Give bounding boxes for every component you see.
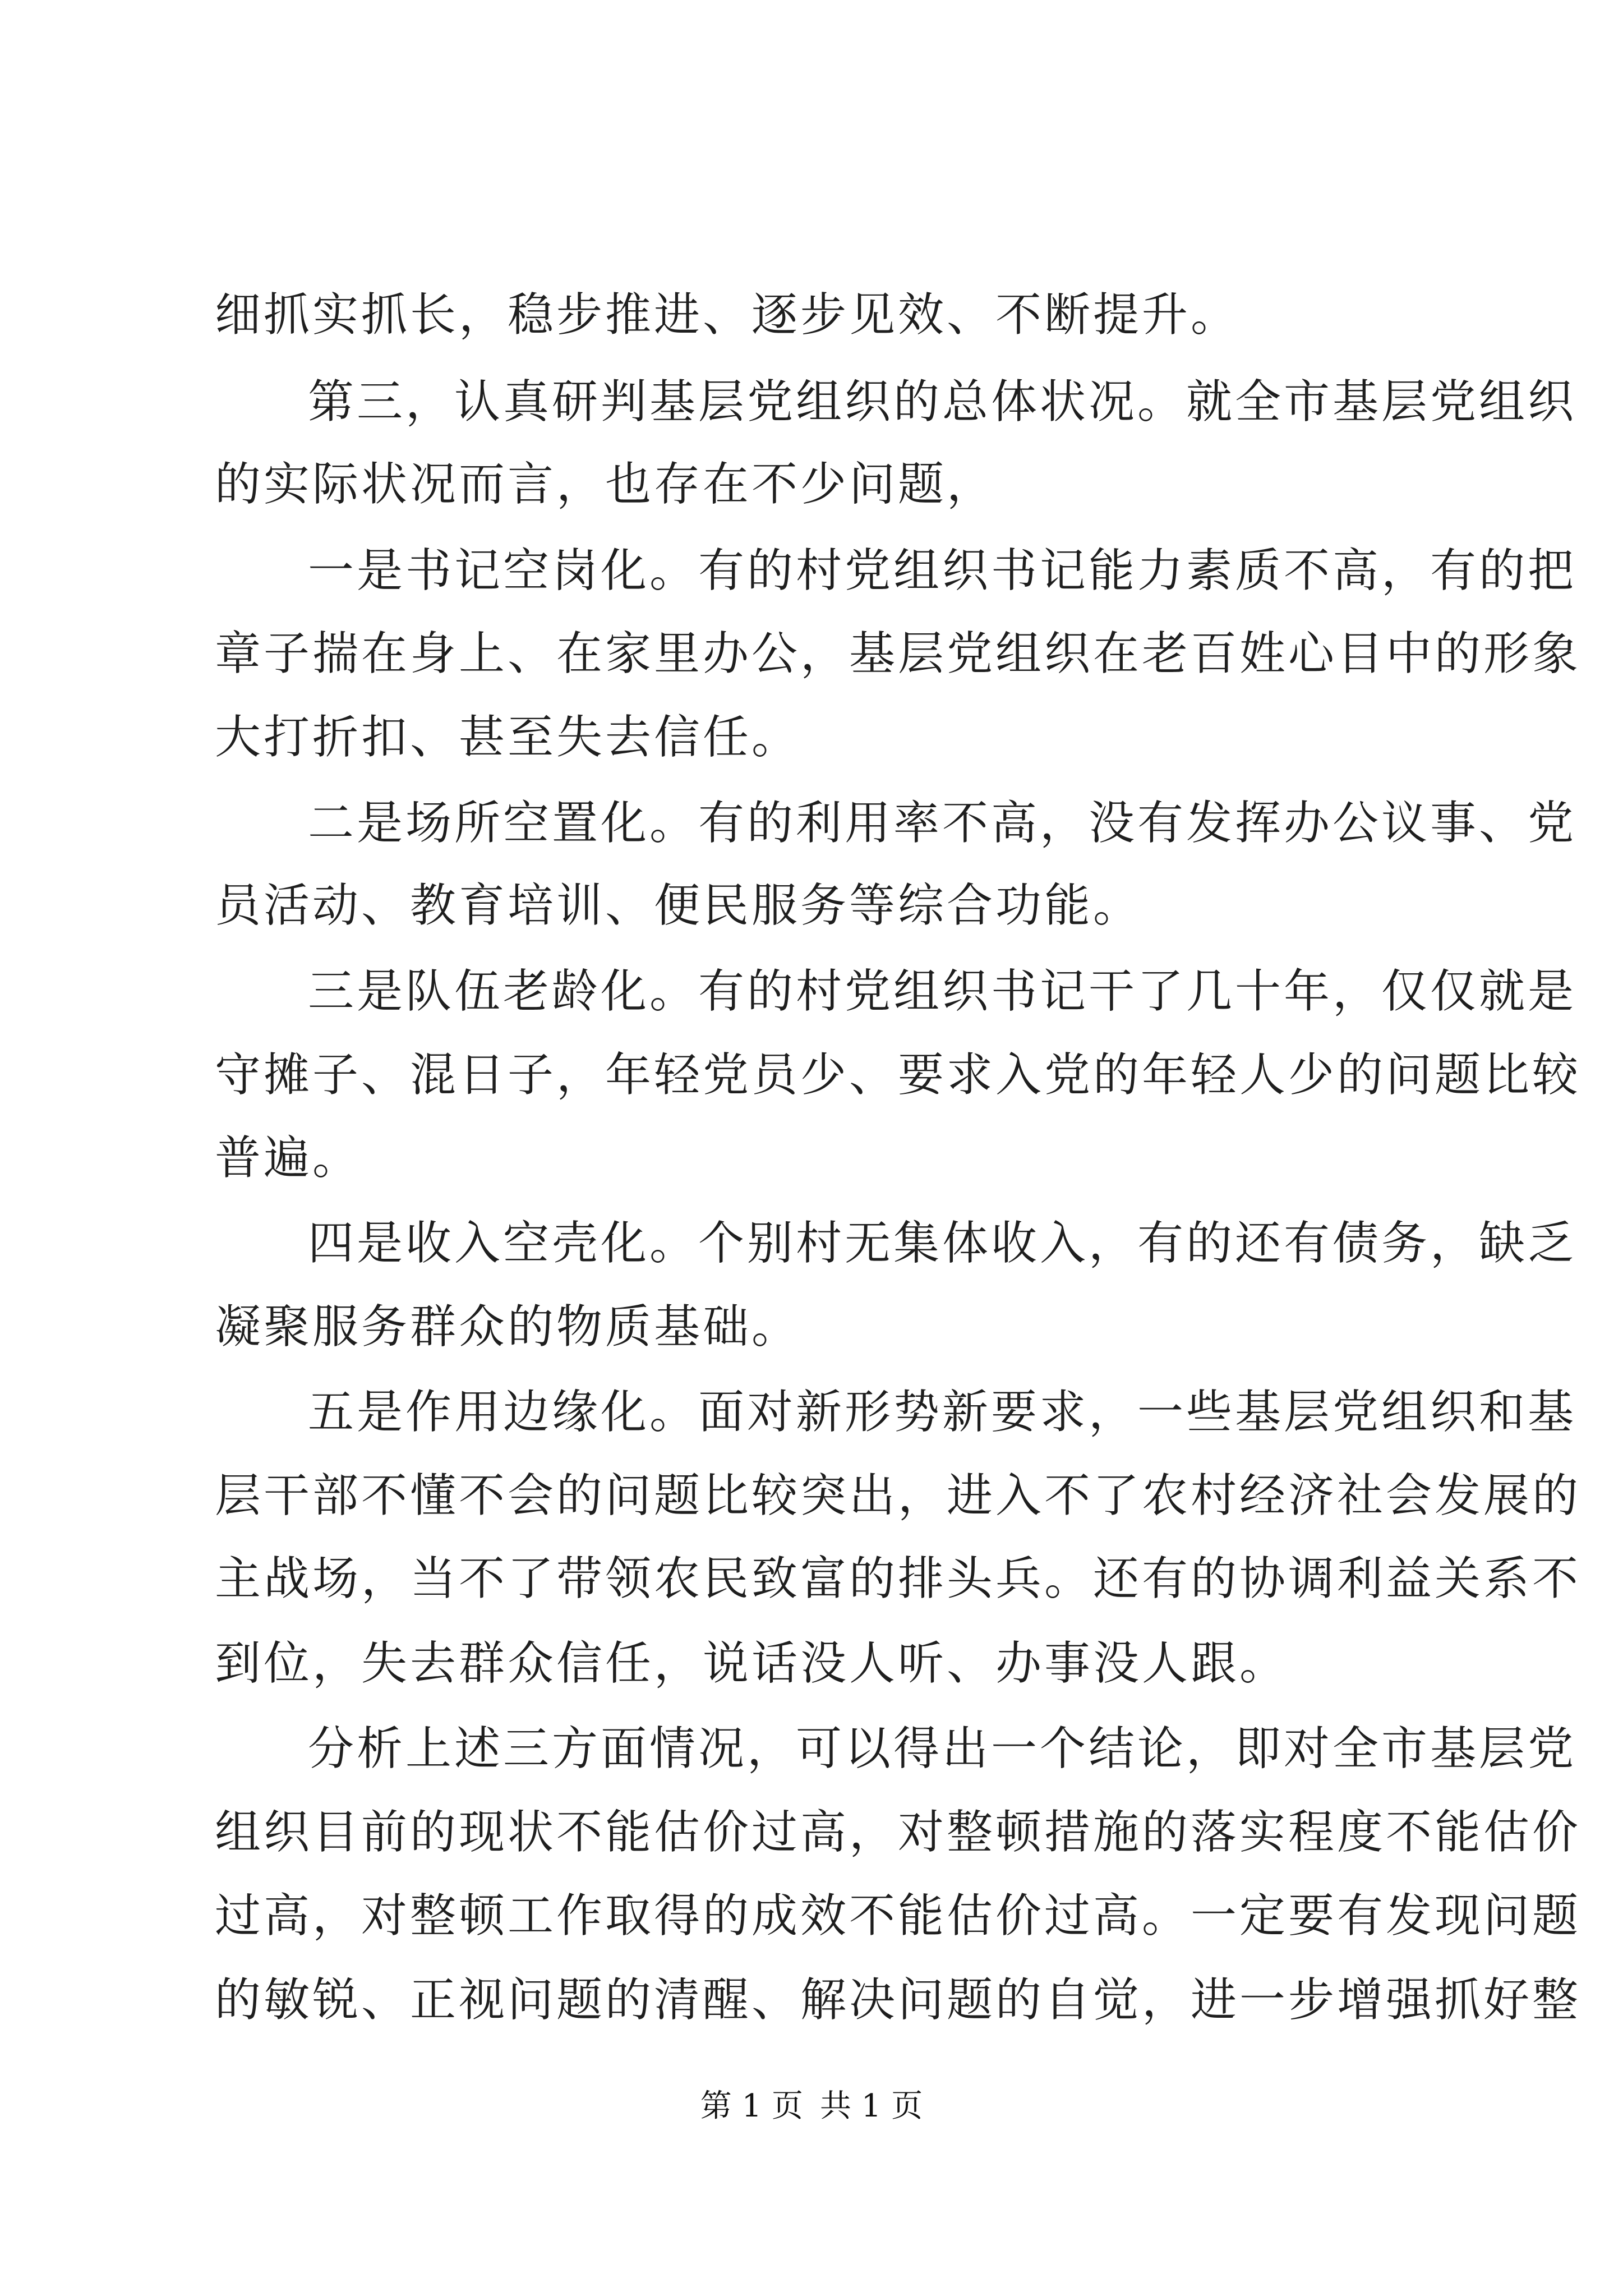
text-line: 的实际状况而言，也存在不少问题， [215, 458, 996, 511]
paragraph-start-line: 第三，认真研判基层党组织的总体状况。就全市基层党组织 [308, 375, 1577, 429]
text-line: 主战场，当不了带领农民致富的排头兵。还有的协调利益关系不 [215, 1552, 1581, 1605]
text-line: 章子揣在身上、在家里办公，基层党组织在老百姓心目中的形象 [215, 627, 1581, 680]
page-number: 第 1 页 [700, 2088, 803, 2124]
page-footer [0, 2088, 1623, 2124]
paragraph-start-line: 分析上述三方面情况，可以得出一个结论，即对全市基层党 [308, 1722, 1577, 1775]
text-line: 员活动、教育培训、便民服务等综合功能。 [215, 879, 1142, 932]
page-total: 共 1 页 [820, 2088, 923, 2124]
paragraph-start-line: 一是书记空岗化。有的村党组织书记能力素质不高，有的把 [308, 544, 1577, 597]
paragraph-start-line: 二是场所空置化。有的利用率不高，没有发挥办公议事、党 [308, 797, 1577, 850]
text-line: 大打折扣、甚至失去信任。 [215, 711, 801, 764]
text-line: 普遍。 [215, 1131, 362, 1185]
paragraph-start-line: 五是作用边缘化。面对新形势新要求，一些基层党组织和基 [308, 1386, 1577, 1439]
text-line: 层干部不懂不会的问题比较突出，进入不了农村经济社会发展的 [215, 1469, 1581, 1522]
text-line: 组织目前的现状不能估价过高，对整顿措施的落实程度不能估价 [215, 1806, 1581, 1859]
text-line: 的敏锐、正视问题的清醒、解决问题的自觉，进一步增强抓好整 [215, 1973, 1581, 2027]
text-line: 过高，对整顿工作取得的成效不能估价过高。一定要有发现问题 [215, 1889, 1581, 1943]
paragraph-start-line: 四是收入空壳化。个别村无集体收入，有的还有债务，缺乏 [308, 1217, 1577, 1270]
text-line: 细抓实抓长，稳步推进、逐步见效、不断提升。 [215, 288, 1240, 342]
text-line: 凝聚服务群众的物质基础。 [215, 1300, 801, 1354]
text-line: 到位，失去群众信任，说话没人听、办事没人跟。 [215, 1637, 1289, 1690]
paragraph-start-line: 三是队伍老龄化。有的村党组织书记干了几十年，仅仅就是 [308, 965, 1577, 1018]
text-line: 守摊子、混日子，年轻党员少、要求入党的年轻人少的问题比较 [215, 1048, 1581, 1102]
